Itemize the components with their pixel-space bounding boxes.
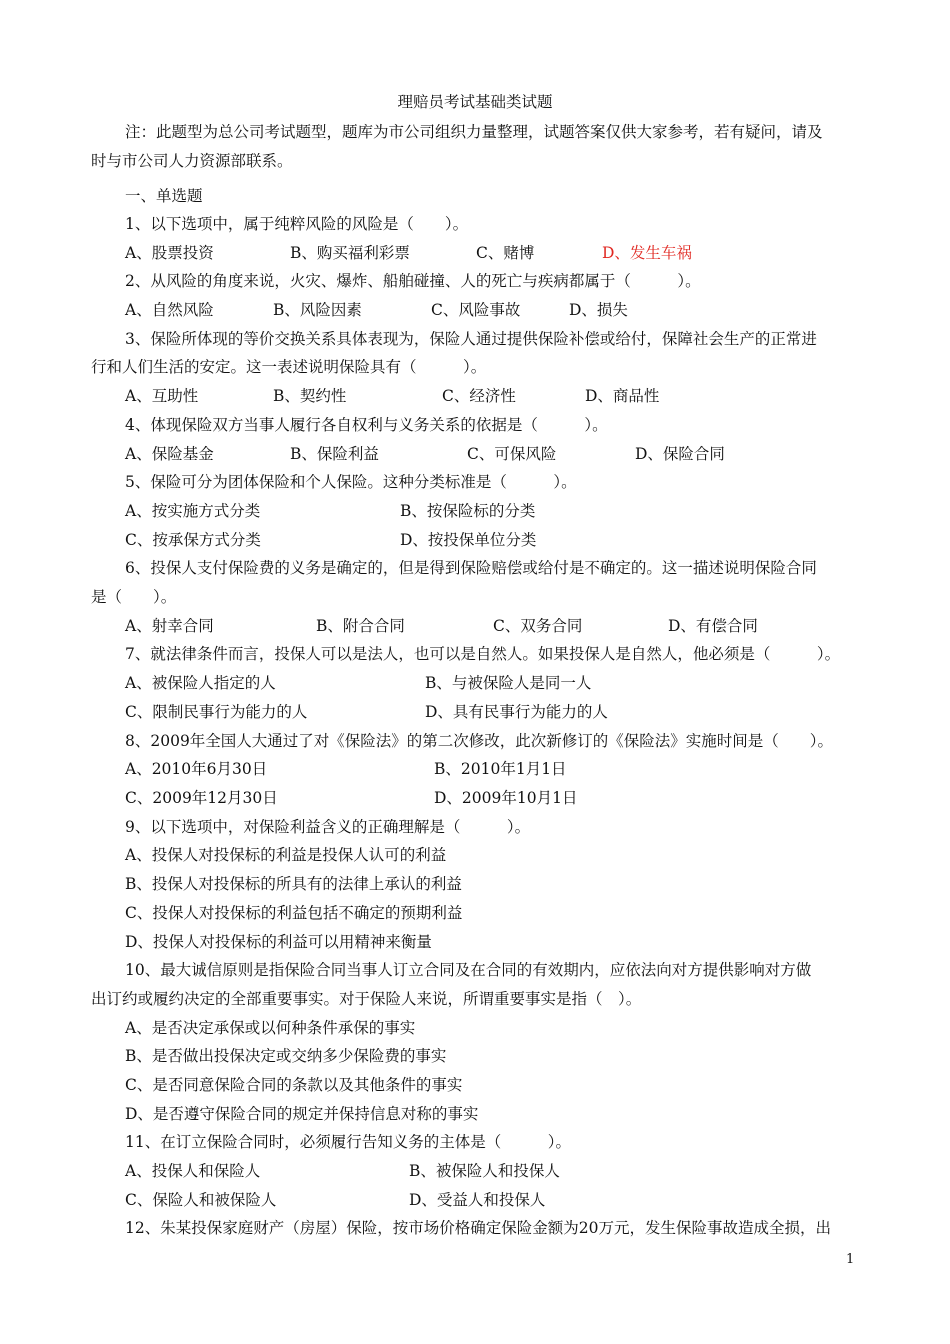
question-4-option-d: D、保险合同 [635,445,725,463]
question-1-option-a: A、股票投资 [125,244,214,262]
question-5-stem: 5、保险可分为团体保险和个人保险。这种分类标准是（ ）。 [125,473,577,491]
section-heading: 一、单选题 [125,187,203,205]
question-10-option-b: B、是否做出投保决定或交纳多少保险费的事实 [125,1047,447,1065]
question-1-option-b: B、购买福利彩票 [290,244,410,262]
question-2-stem: 2、从风险的角度来说，火灾、爆炸、船舶碰撞、人的死亡与疾病都属于（ ）。 [125,272,701,290]
question-9-option-a: A、投保人对投保标的利益是投保人认可的利益 [125,846,447,864]
question-8-option-b: B、2010年1月1日 [434,760,567,778]
question-7-option-d: D、具有民事行为能力的人 [425,703,608,721]
question-4-option-a: A、保险基金 [125,445,214,463]
question-10-option-d: D、是否遵守保险合同的规定并保持信息对称的事实 [125,1105,479,1123]
question-9-stem: 9、以下选项中，对保险利益含义的正确理解是（ ）。 [125,818,531,836]
question-7-option-b: B、与被保险人是同一人 [425,674,592,692]
question-7-stem: 7、就法律条件而言，投保人可以是法人，也可以是自然人。如果投保人是自然人，他必须是（ ）。 [125,645,841,663]
question-2-option-b: B、风险因素 [273,301,362,319]
question-4-option-b: B、保险利益 [290,445,379,463]
question-6-stem-line-1: 6、投保人支付保险费的义务是确定的，但是得到保险赔偿或给付是不确定的。这一描述说明保险合同 [125,559,817,577]
question-6-option-b: B、附合合同 [316,617,405,635]
question-8-option-d: D、2009年10月1日 [434,789,578,807]
question-3-option-c: C、经济性 [442,387,516,405]
question-6-stem-line-2: 是（ ）。 [91,588,177,606]
question-6-option-c: C、双务合同 [493,617,583,635]
question-8-option-a: A、2010年6月30日 [125,760,268,778]
question-1-option-c: C、赌博 [476,244,535,262]
question-7-option-a: A、被保险人指定的人 [125,674,276,692]
question-3-stem-line-1: 3、保险所体现的等价交换关系具体表现为，保险人通过提供保险补偿或给付，保障社会生产的正常进 [125,330,817,348]
question-11-option-b: B、被保险人和投保人 [409,1162,560,1180]
question-8-option-c: C、2009年12月30日 [125,789,278,807]
question-2-option-a: A、自然风险 [125,301,214,319]
question-6-option-a: A、射幸合同 [125,617,214,635]
question-6-option-d: D、有偿合同 [668,617,758,635]
question-5-option-c: C、按承保方式分类 [125,531,261,549]
question-11-option-d: D、受益人和投保人 [409,1191,546,1209]
question-3-option-b: B、契约性 [273,387,347,405]
question-11-option-c: C、保险人和被保险人 [125,1191,277,1209]
question-3-option-d: D、商品性 [585,387,660,405]
question-1-stem: 1、以下选项中，属于纯粹风险的风险是（ ）。 [125,215,469,233]
question-5-option-d: D、按投保单位分类 [400,531,537,549]
question-9-option-c: C、投保人对投保标的利益包括不确定的预期利益 [125,904,463,922]
question-12-stem-line-1: 12、朱某投保家庭财产（房屋）保险，按市场价格确定保险金额为20万元，发生保险事故造成全损，出 [125,1219,831,1237]
page-number: 1 [846,1252,855,1267]
question-3-option-a: A、互助性 [125,387,199,405]
question-9-option-b: B、投保人对投保标的所具有的法律上承认的利益 [125,875,462,893]
page-title: 理赔员考试基础类试题 [397,93,553,111]
question-3-stem-line-2: 行和人们生活的安定。这一表述说明保险具有（ ）。 [91,358,487,376]
question-4-stem: 4、体现保险双方当事人履行各自权利与义务关系的依据是（ ）。 [125,416,608,434]
question-10-option-a: A、是否决定承保或以何种条件承保的事实 [125,1019,416,1037]
question-9-option-d: D、投保人对投保标的利益可以用精神来衡量 [125,933,432,951]
question-10-stem-line-1: 10、最大诚信原则是指保险合同当事人订立合同及在合同的有效期内，应依法向对方提供影响对方做 [125,961,812,979]
question-5-option-b: B、按保险标的分类 [400,502,536,520]
question-2-option-c: C、风险事故 [431,301,521,319]
question-8-stem: 8、2009年全国人大通过了对《保险法》的第二次修改，此次新修订的《保险法》实施时间是（ ）。 [125,732,834,750]
question-11-option-a: A、投保人和保险人 [125,1162,261,1180]
question-4-option-c: C、可保风险 [467,445,557,463]
question-2-option-d: D、损失 [569,301,628,319]
note-line-1: 注：此题型为总公司考试题型，题库为市公司组织力量整理，试题答案仅供大家参考，若有疑问，请及 [125,123,823,141]
question-5-option-a: A、按实施方式分类 [125,502,261,520]
question-10-option-c: C、是否同意保险合同的条款以及其他条件的事实 [125,1076,463,1094]
question-7-option-c: C、限制民事行为能力的人 [125,703,308,721]
note-line-2: 时与市公司人力资源部联系。 [91,152,293,170]
question-1-option-d-answer: D、发生车祸 [602,244,692,262]
question-11-stem: 11、在订立保险合同时，必须履行告知义务的主体是（ ）。 [125,1133,571,1151]
question-10-stem-line-2: 出订约或履约决定的全部重要事实。对于保险人来说，所谓重要事实是指（ ）。 [91,990,642,1008]
